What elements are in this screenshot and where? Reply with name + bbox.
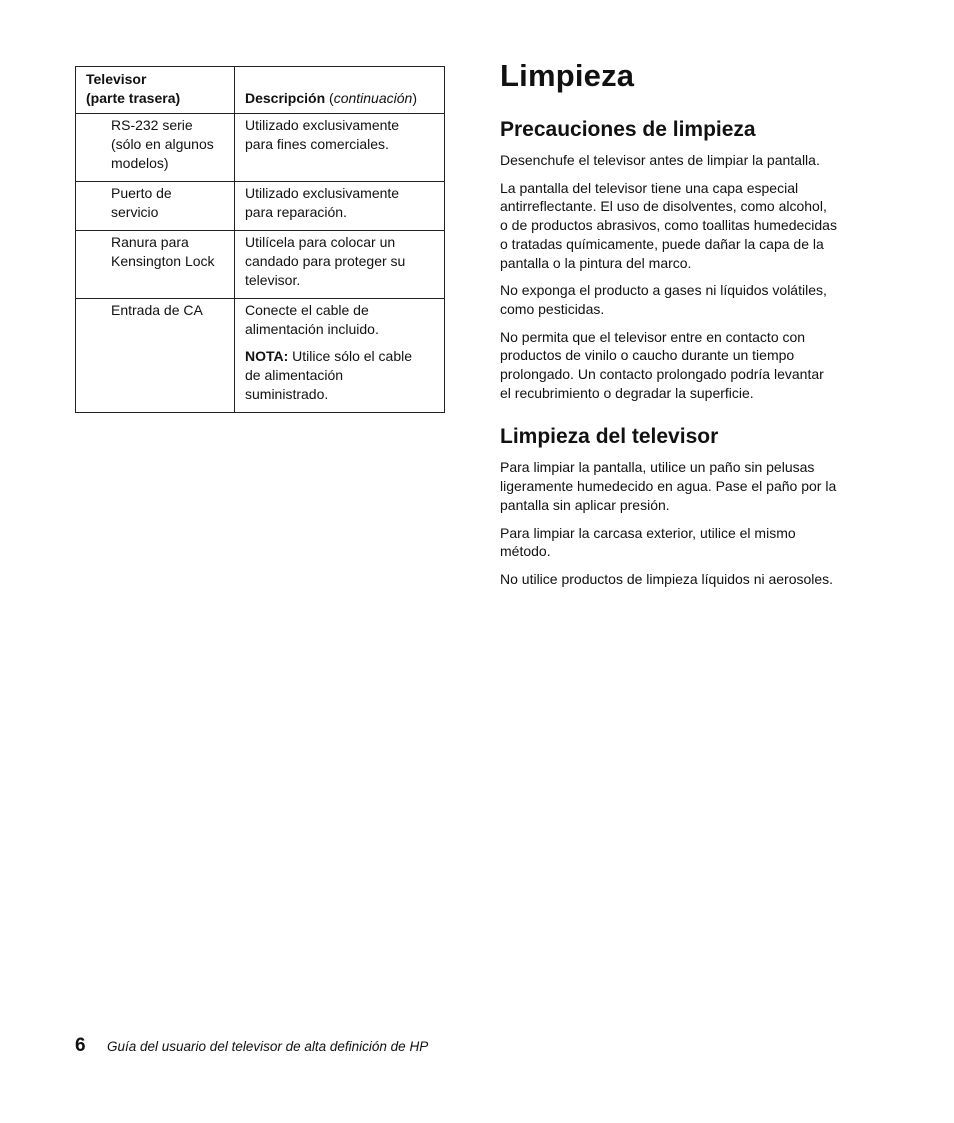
description-text: alimentación incluido. [245, 321, 379, 337]
page-title: Limpieza [500, 58, 635, 93]
note-paragraph [245, 347, 436, 404]
column-header-port-line2: (parte trasera) [86, 90, 181, 106]
note-text: de alimentación [245, 367, 344, 383]
section-heading-tv-cleaning: Limpieza del televisor [500, 425, 719, 449]
table-row [76, 182, 445, 231]
paragraph-line: como pesticidas. [500, 300, 605, 317]
description-text: Utilizado exclusivamente [245, 117, 400, 133]
table-row [76, 299, 445, 413]
paragraph-line: método. [500, 543, 551, 560]
paragraph-line: el recubrimiento o degradar la superficie. [500, 384, 754, 401]
paragraph-line: antirreflectante. El uso de disolventes, como alcohol, [500, 198, 827, 215]
column-header-continuation: continuación [333, 90, 413, 106]
paragraph-line: La pantalla del televisor tiene una capa especial [500, 179, 799, 196]
section-heading-precautions: Precauciones de limpieza [500, 118, 756, 141]
port-text: modelos) [111, 155, 169, 171]
paragraph-line: productos de vinilo o caucho durante un tiempo [500, 347, 795, 364]
paragraph-line: No utilice productos de limpieza líquidos ni aerosoles. [500, 570, 834, 587]
port-cell [76, 231, 235, 299]
port-text: servicio [111, 204, 159, 220]
column-header-paren-open: ( [325, 90, 334, 106]
description-text: Conecte el cable de [245, 302, 369, 318]
paragraph [500, 328, 880, 403]
port-text: Entrada de CA [111, 302, 203, 318]
page-number: 6 [75, 1035, 86, 1056]
description-cell [235, 114, 445, 182]
port-text: RS-232 serie [111, 117, 193, 133]
port-cell [76, 299, 235, 413]
footer-title: Guía del usuario del televisor de alta definición de HP [107, 1039, 429, 1054]
paragraph-line: Desenchufe el televisor antes de limpiar la pantalla. [500, 152, 820, 168]
description-cell [235, 231, 445, 299]
connector-table [75, 66, 445, 413]
paragraph-line: Para limpiar la pantalla, utilice un paño sin pelusas [500, 459, 815, 476]
port-cell [76, 114, 235, 182]
port-text: (sólo en algunos [111, 136, 214, 152]
note-text: Utilice sólo el cable [288, 348, 413, 364]
port-text: Puerto de [111, 185, 172, 201]
paragraph-line: ligeramente humedecido en agua. Pase el paño por la [500, 478, 837, 495]
table-row [76, 231, 445, 299]
column-header-port [76, 67, 235, 114]
description-text: para fines comerciales. [245, 136, 389, 152]
port-cell [76, 182, 235, 231]
note-label: NOTA: [245, 348, 289, 364]
paragraph-line: o de productos abrasivos, como toallitas humedecidas [500, 217, 837, 234]
description-paragraph [245, 301, 436, 339]
port-text: Kensington Lock [111, 253, 215, 269]
description-text: Utilizado exclusivamente [245, 185, 400, 201]
description-text: Utilícela para colocar un [245, 234, 396, 250]
column-header-port-line1: Televisor [86, 71, 147, 87]
paragraph [500, 281, 880, 318]
paragraph-line: pantalla sin aplicar presión. [500, 496, 670, 513]
description-cell [235, 182, 445, 231]
cleaning-section [500, 56, 880, 589]
paragraph-line: No permita que el televisor entre en contacto con [500, 328, 806, 345]
table-row [76, 114, 445, 182]
paragraph [500, 524, 880, 561]
paragraph [500, 151, 880, 170]
description-text: para reparación. [245, 204, 347, 220]
paragraph-line: pantalla o la pintura del marco. [500, 254, 692, 271]
description-text: candado para proteger su [245, 253, 406, 269]
paragraph [500, 570, 880, 589]
port-text: Ranura para [111, 234, 189, 250]
paragraph [500, 458, 880, 514]
paragraph-line: No exponga el producto a gases ni líquidos volátiles, [500, 282, 827, 299]
column-header-description [235, 67, 445, 114]
description-text: televisor. [245, 272, 301, 288]
column-header-paren-close: ) [412, 90, 417, 106]
note-text: suministrado. [245, 386, 329, 402]
table-header-row [76, 67, 445, 114]
paragraph-line: o tratadas químicamente, puede dañar la capa de la [500, 235, 824, 252]
paragraph-line: Para limpiar la carcasa exterior, utilice el mismo [500, 524, 796, 541]
column-header-description-label: Descripción [245, 90, 326, 106]
paragraph [500, 179, 880, 273]
description-cell [235, 299, 445, 413]
paragraph-line: prolongado. Un contacto prolongado podría levantar [500, 366, 824, 383]
